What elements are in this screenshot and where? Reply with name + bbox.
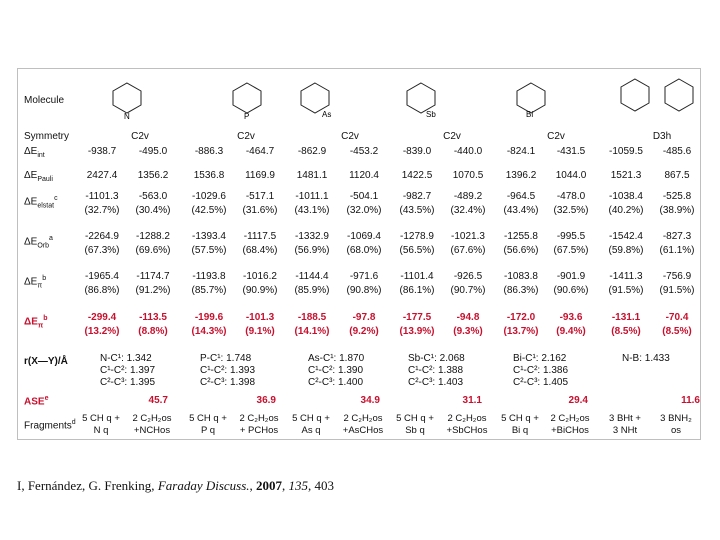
fragment-cell-9 xyxy=(539,413,601,437)
e-elstat-value-0: -1101.3 xyxy=(85,191,119,202)
fragment-line-2: Sb q xyxy=(405,425,425,436)
label-e-orb: $\Delta E_{Orb}^a$ xyxy=(24,235,53,250)
fragment-line-2: 3 NHt xyxy=(612,425,638,436)
fragment-cell-1 xyxy=(121,413,183,437)
e-elstat-pct-7: (32.4%) xyxy=(450,205,486,216)
e-elstat-value-9: -478.0 xyxy=(556,191,586,202)
e-orb-value-8: -1255.8 xyxy=(504,231,538,242)
e-orb-value-5: -1069.4 xyxy=(347,231,381,242)
e-pi-pct-0: (86.8%) xyxy=(84,285,120,296)
results-table xyxy=(17,68,701,440)
fragment-line-1: 2 C₂H₂os xyxy=(447,413,487,424)
fragment-line-1: 5 CH q + xyxy=(292,413,330,424)
e-int-value-0: -938.7 xyxy=(87,146,117,157)
fragment-line-2: As q xyxy=(301,425,321,436)
ase-sb: 31.1 xyxy=(462,395,482,406)
citation: I, Fernández, G. Frenking, Faraday Discuss., 2007, 135, 403 xyxy=(17,478,335,493)
e-int-value-1: -495.0 xyxy=(138,146,168,157)
e-pi-value-4: -1144.4 xyxy=(295,271,329,282)
svg-text:P: P xyxy=(244,112,250,119)
bonds-p: P-C¹: 1.748 C¹-C²: 1.393 C²-C³: 1.398 xyxy=(200,353,256,388)
e-orb-value-11: -827.3 xyxy=(662,231,692,242)
ae-pi-pct-6: (13.9%) xyxy=(399,326,435,337)
e-pi-pct-2: (85.7%) xyxy=(191,285,227,296)
ae-pi-pct-1: (8.8%) xyxy=(138,326,168,337)
e-elstat-pct-10: (40.2%) xyxy=(608,205,644,216)
fragment-line-2: +AsCHos xyxy=(342,425,384,436)
e-elstat-pct-8: (43.4%) xyxy=(503,205,539,216)
ae-pi-pct-11: (8.5%) xyxy=(662,326,692,337)
symmetry-as: C2v xyxy=(341,131,359,142)
e-pi-value-9: -901.9 xyxy=(556,271,586,282)
label-e-int: $\Delta E_{int}$ xyxy=(24,146,45,159)
label-symmetry: Symmetry xyxy=(24,131,69,142)
ae-pi-pct-2: (14.3%) xyxy=(191,326,227,337)
svg-text:N: N xyxy=(124,112,130,119)
e-orb-value-1: -1288.2 xyxy=(136,231,170,242)
e-pi-value-6: -1101.4 xyxy=(400,271,434,282)
ae-pi-value-9: -93.6 xyxy=(559,312,583,323)
e-orb-pct-7: (67.6%) xyxy=(450,245,486,256)
e-int-value-5: -453.2 xyxy=(349,146,379,157)
ae-pi-value-11: -70.4 xyxy=(665,312,689,323)
e-elstat-pct-2: (42.5%) xyxy=(191,205,227,216)
e-elstat-pct-9: (32.5%) xyxy=(553,205,589,216)
e-pi-value-2: -1193.8 xyxy=(192,271,226,282)
ae-pi-pct-8: (13.7%) xyxy=(503,326,539,337)
ase-as: 34.9 xyxy=(360,395,380,406)
e-pi-value-7: -926.5 xyxy=(453,271,483,282)
e-elstat-pct-11: (38.9%) xyxy=(659,205,695,216)
symmetry-b3n3: D3h xyxy=(652,131,672,142)
e-pi-value-3: -1016.2 xyxy=(243,271,277,282)
e-pi-value-5: -971.6 xyxy=(349,271,379,282)
e-elstat-value-4: -1011.1 xyxy=(295,191,329,202)
ae-pi-pct-3: (9.1%) xyxy=(245,326,275,337)
stibinine-structure-icon xyxy=(398,79,444,119)
e-pi-pct-9: (90.6%) xyxy=(553,285,589,296)
ae-pi-value-1: -113.5 xyxy=(139,312,167,323)
pyridine-structure-icon xyxy=(104,79,150,119)
e-pi-pct-4: (85.9%) xyxy=(294,285,330,296)
label-e-pi: $\Delta E_\pi^b$ xyxy=(24,275,47,290)
e-elstat-pct-3: (31.6%) xyxy=(242,205,278,216)
e-orb-pct-11: (61.1%) xyxy=(659,245,695,256)
e-elstat-pct-4: (43.1%) xyxy=(294,205,330,216)
ae-pi-value-4: -188.5 xyxy=(297,312,327,323)
fragment-line-1: 2 C₂H₂os xyxy=(550,413,590,424)
e-elstat-value-8: -964.5 xyxy=(506,191,536,202)
e-orb-pct-2: (57.5%) xyxy=(191,245,227,256)
ae-pi-pct-9: (9.4%) xyxy=(556,326,586,337)
e-orb-value-9: -995.5 xyxy=(556,231,586,242)
e-elstat-value-2: -1029.6 xyxy=(192,191,226,202)
ae-pi-value-2: -199.6 xyxy=(194,312,224,323)
e-pauli-value-5: 1120.4 xyxy=(349,170,379,181)
e-pauli-value-3: 1169.9 xyxy=(245,170,275,181)
ase-p: 36.9 xyxy=(256,395,276,406)
ae-pi-value-6: -177.5 xyxy=(402,312,432,323)
e-pauli-value-4: 1481.1 xyxy=(296,170,328,181)
e-pauli-value-0: 2427.4 xyxy=(86,170,118,181)
e-orb-pct-0: (67.3%) xyxy=(84,245,120,256)
e-pi-value-11: -756.9 xyxy=(662,271,692,282)
fragment-line-1: 5 CH q + xyxy=(82,413,120,424)
e-pi-pct-7: (90.7%) xyxy=(450,285,486,296)
e-int-value-8: -824.1 xyxy=(506,146,536,157)
e-pi-pct-5: (90.8%) xyxy=(346,285,382,296)
ae-pi-value-5: -97.8 xyxy=(352,312,376,323)
e-elstat-value-10: -1038.4 xyxy=(609,191,643,202)
bonds-n: N-C¹: 1.342 C¹-C²: 1.397 C²-C³: 1.395 xyxy=(100,353,156,388)
ae-pi-value-7: -94.8 xyxy=(456,312,480,323)
e-pauli-value-11: 867.5 xyxy=(664,170,690,181)
e-orb-pct-1: (69.6%) xyxy=(135,245,171,256)
e-elstat-value-11: -525.8 xyxy=(662,191,692,202)
borazine-structure-icon-2 xyxy=(654,69,704,121)
e-elstat-pct-1: (30.4%) xyxy=(135,205,171,216)
fragment-line-2: +BiCHos xyxy=(551,425,589,436)
e-pauli-value-7: 1070.5 xyxy=(452,170,484,181)
arsinine-structure-icon xyxy=(292,79,338,119)
e-pi-pct-1: (91.2%) xyxy=(135,285,171,296)
ae-pi-value-3: -101.3 xyxy=(245,312,275,323)
bonds-sb: Sb-C¹: 2.068 C¹-C²: 1.388 C²-C³: 1.403 xyxy=(408,353,465,388)
e-int-value-4: -862.9 xyxy=(297,146,327,157)
e-elstat-value-1: -563.0 xyxy=(138,191,168,202)
symmetry-sb: C2v xyxy=(443,131,461,142)
e-pauli-value-8: 1396.2 xyxy=(505,170,537,181)
fragment-cell-11 xyxy=(645,413,707,437)
e-elstat-value-5: -504.1 xyxy=(349,191,379,202)
ase-b3n3: 11.6 xyxy=(681,395,700,406)
e-int-value-9: -431.5 xyxy=(556,146,586,157)
e-elstat-pct-0: (32.7%) xyxy=(84,205,120,216)
e-pi-pct-10: (91.5%) xyxy=(608,285,644,296)
fragment-line-1: 5 CH q + xyxy=(396,413,434,424)
e-orb-value-7: -1021.3 xyxy=(451,231,485,242)
phosphinine-structure-icon xyxy=(224,79,270,119)
e-int-value-11: -485.6 xyxy=(662,146,692,157)
fragment-line-2: P q xyxy=(200,425,216,436)
e-orb-value-0: -2264.9 xyxy=(85,231,119,242)
e-elstat-pct-5: (32.0%) xyxy=(346,205,382,216)
e-pi-value-8: -1083.8 xyxy=(504,271,538,282)
fragment-line-2: Bi q xyxy=(511,425,529,436)
e-int-value-6: -839.0 xyxy=(402,146,432,157)
fragment-line-1: 2 C₂H₂os xyxy=(343,413,383,424)
ae-pi-value-8: -172.0 xyxy=(506,312,536,323)
ae-pi-pct-7: (9.3%) xyxy=(453,326,483,337)
e-orb-value-10: -1542.4 xyxy=(609,231,643,242)
e-pi-value-0: -1965.4 xyxy=(85,271,119,282)
label-ase: ASE$^e$ xyxy=(24,395,49,408)
e-orb-value-3: -1117.5 xyxy=(243,231,277,242)
e-pi-pct-8: (86.3%) xyxy=(503,285,539,296)
e-elstat-value-7: -489.2 xyxy=(453,191,483,202)
e-int-value-7: -440.0 xyxy=(453,146,483,157)
e-pauli-value-1: 1356.2 xyxy=(137,170,169,181)
borazine-structure-icon xyxy=(610,69,660,121)
e-orb-value-6: -1278.9 xyxy=(400,231,434,242)
ae-pi-pct-10: (8.5%) xyxy=(611,326,641,337)
label-ae-pi: $\Delta E_\pi^b$ xyxy=(24,315,48,330)
ae-pi-pct-5: (9.2%) xyxy=(349,326,379,337)
svg-text:As: As xyxy=(322,110,332,119)
e-int-value-2: -886.3 xyxy=(194,146,224,157)
bonds-bi: Bi-C¹: 2.162 C¹-C²: 1.386 C²-C³: 1.405 xyxy=(513,353,569,388)
e-pi-pct-6: (86.1%) xyxy=(399,285,435,296)
e-pi-value-1: -1174.7 xyxy=(136,271,170,282)
e-orb-pct-6: (56.5%) xyxy=(399,245,435,256)
fragment-line-2: + PCHos xyxy=(239,425,279,436)
ae-pi-pct-0: (13.2%) xyxy=(84,326,120,337)
e-pauli-value-10: 1521.3 xyxy=(610,170,642,181)
e-int-value-10: -1059.5 xyxy=(609,146,643,157)
ae-pi-pct-4: (14.1%) xyxy=(294,326,330,337)
e-orb-pct-5: (68.0%) xyxy=(346,245,382,256)
e-orb-value-4: -1332.9 xyxy=(295,231,329,242)
symmetry-n: C2v xyxy=(131,131,149,142)
label-e-pauli: $\Delta E_{Pauli}$ xyxy=(24,170,53,183)
e-orb-pct-3: (68.4%) xyxy=(242,245,278,256)
ae-pi-value-10: -131.1 xyxy=(611,312,641,323)
bonds-b3n3: N-B: 1.433 xyxy=(622,353,670,364)
e-elstat-value-6: -982.7 xyxy=(402,191,432,202)
fragment-line-2: N q xyxy=(93,425,109,436)
ae-pi-value-0: -299.4 xyxy=(87,312,117,323)
e-orb-value-2: -1393.4 xyxy=(192,231,226,242)
e-pi-value-10: -1411.3 xyxy=(609,271,643,282)
e-int-value-3: -464.7 xyxy=(245,146,275,157)
e-pauli-value-9: 1044.0 xyxy=(555,170,587,181)
label-e-elstat: $\Delta E_{elstat}^c$ xyxy=(24,195,58,210)
ase-bi: 29.4 xyxy=(568,395,588,406)
fragment-line-1: 3 BHt + xyxy=(609,413,641,424)
label-fragments: Fragments$^d$ xyxy=(24,419,76,432)
label-bond: r(X—Y)/Å xyxy=(24,356,68,367)
fragment-line-1: 5 CH q + xyxy=(501,413,539,424)
fragment-line-1: 2 C₂H₂os xyxy=(132,413,172,424)
fragment-line-2: os xyxy=(670,425,682,436)
fragment-line-1: 2 C₂H₂os xyxy=(239,413,279,424)
e-pauli-value-2: 1536.8 xyxy=(193,170,225,181)
ase-n: 45.7 xyxy=(148,395,168,406)
fragment-line-2: +NCHos xyxy=(133,425,171,436)
e-elstat-pct-6: (43.5%) xyxy=(399,205,435,216)
fragment-line-1: 3 BNH₂ xyxy=(660,413,692,424)
bonds-as: As-C¹: 1.870 C¹-C²: 1.390 C²-C³: 1.400 xyxy=(308,353,365,388)
e-elstat-value-3: -517.1 xyxy=(245,191,275,202)
e-orb-pct-10: (59.8%) xyxy=(608,245,644,256)
symmetry-bi: C2v xyxy=(547,131,565,142)
label-molecule: Molecule xyxy=(24,95,65,106)
e-pi-pct-3: (90.9%) xyxy=(242,285,278,296)
symmetry-p: C2v xyxy=(237,131,255,142)
e-orb-pct-9: (67.5%) xyxy=(553,245,589,256)
fragment-line-1: 5 CH q + xyxy=(189,413,227,424)
fragment-line-2: +SbCHos xyxy=(446,425,488,436)
e-orb-pct-8: (56.6%) xyxy=(503,245,539,256)
svg-text:Bi: Bi xyxy=(526,110,534,119)
svg-text:Sb: Sb xyxy=(426,110,436,119)
e-pauli-value-6: 1422.5 xyxy=(401,170,433,181)
e-pi-pct-11: (91.5%) xyxy=(659,285,695,296)
e-orb-pct-4: (56.9%) xyxy=(294,245,330,256)
bismabenzene-structure-icon xyxy=(508,79,554,119)
